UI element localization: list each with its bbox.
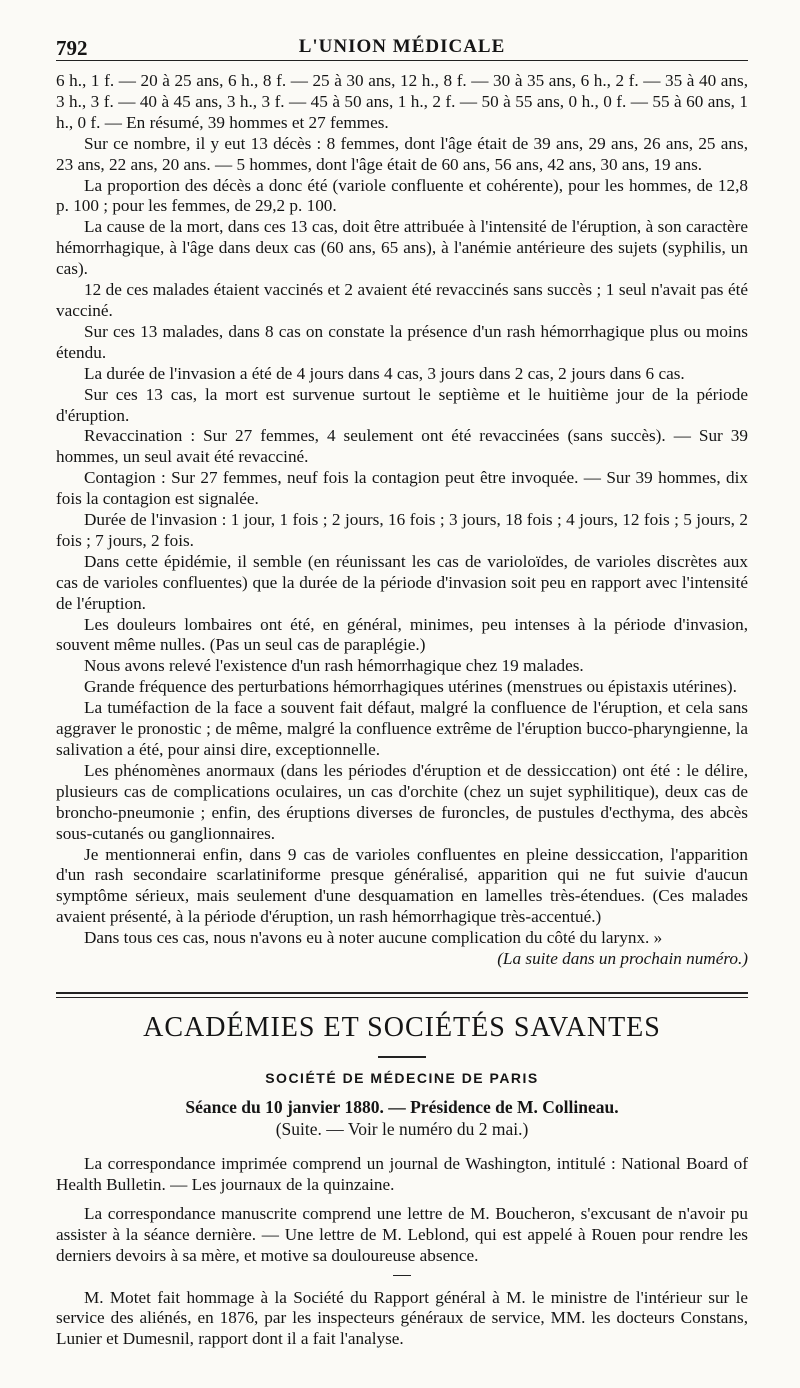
paragraph: M. Motet fait hommage à la Société du Rapport général à M. le ministre de l'intérieur sur le service des aliénés, en 1876, par les inspecteurs généraux de service, MM. les docteurs Constans, Lunier et Dumesnil, rapport dont il a fait l'analyse. (56, 1287, 748, 1349)
paragraph: Dans tous ces cas, nous n'avons eu à noter aucune complication du côté du larynx. » (84, 928, 663, 948)
paragraph: Contagion : Sur 27 femmes, neuf fois la contagion peut être invoquée. — Sur 39 hommes, dix fois la contagion est signalée. (56, 468, 748, 509)
session-line: Séance du 10 janvier 1880. — Présidence de M. Collineau. (185, 1096, 619, 1117)
heading-rule (378, 1056, 426, 1058)
paragraph: Nous avons relevé l'existence d'un rash hémorrhagique chez 19 malades. (84, 656, 584, 676)
paragraph: Durée de l'invasion : 1 jour, 1 fois ; 2 jours, 16 fois ; 3 jours, 18 fois ; 4 jours, 12 fois ; 5 jours, 2 fois ; 7 jours, 2 fois. (56, 510, 748, 550)
paragraph: Les phénomènes anormaux (dans les périodes d'éruption et de dessiccation) ont été : le délire, plusieurs cas de complications oculaires, un cas d'orchite (chez un sujet syphilitique), deux cas de broncho-pneumonie ; enfin, des éruptions diverses de furoncles, de pustules d'ecthyma, des abcès sous-cutanés ou ganglionnaires. (56, 760, 748, 843)
paragraph: Sur ces 13 cas, la mort est survenue surtout le septième et le huitième jour de la période d'éruption. (56, 384, 748, 425)
paragraph: 6 h., 1 f. — 20 à 25 ans, 6 h., 8 f. — 25 à 30 ans, 12 h., 8 f. — 30 à 35 ans, 6 h., 2 f. — 35 à 40 ans, 3 h., 3 f. — 40 à 45 ans, 3 h., 3 f. — 45 à 50 ans, 1 h., 2 f. — 50 à 55 ans, 0 h., 0 f. — 55 à 60 ans, 1 h., 0 f. — En résumé, 39 hommes et 27 femmes. (56, 71, 748, 132)
page-number: 792 (56, 36, 88, 60)
paragraph: La correspondance imprimée comprend un journal de Washington, intitulé : National Board of Health Bulletin. — Les journaux de la quinzaine. (56, 1153, 748, 1194)
continuation-note: (La suite dans un prochain numéro.) (497, 949, 748, 969)
paragraph: Sur ces 13 malades, dans 8 cas on constate la présence d'un rash hémorrhagique plus ou moins étendu. (56, 321, 748, 362)
paragraph: Revaccination : Sur 27 femmes, 4 seulement ont été revaccinées (sans succès). — Sur 39 hommes, un seul avait été revacciné. (56, 426, 748, 467)
paragraph: Dans cette épidémie, il semble (en réunissant les cas de varioloïdes, de varioles discrètes aux cas de varioles confluentes) que la durée de la période d'invasion soit peu en rapport avec l'intensité de l'éruption. (56, 551, 748, 613)
paragraph: La tuméfaction de la face a souvent fait défaut, malgré la confluence de l'éruption, et cela sans aggraver le pronostic ; de même, malgré la confluence extrême de l'éruption bucco-pharyngienne, la salivation a été, pour ainsi dire, exceptionnelle. (56, 698, 748, 759)
paragraph: La proportion des décès a donc été (variole confluente et cohérente), pour les hommes, de 12,8 p. 100 ; pour les femmes, de 29,2 p. 100. (56, 175, 748, 216)
journal-title: L'UNION MÉDICALE (298, 36, 506, 57)
running-head (56, 26, 748, 61)
paragraph-separator (393, 1275, 411, 1276)
article-body (56, 71, 748, 970)
continuation-line: (Suite. — Voir le numéro du 2 mai.) (275, 1118, 529, 1139)
section-heading: ACADÉMIES ET SOCIÉTÉS SAVANTES (143, 1011, 661, 1043)
paragraph: 12 de ces malades étaient vaccinés et 2 avaient été revaccinés sans succès ; 1 seul n'avait pas été vacciné. (56, 280, 748, 320)
paragraph: Grande fréquence des perturbations hémorrhagiques utérines (menstrues ou épistaxis utérines). (84, 677, 737, 697)
paragraph: La durée de l'invasion a été de 4 jours dans 4 cas, 3 jours dans 2 cas, 2 jours dans 6 cas. (84, 363, 685, 383)
section-divider (56, 992, 748, 998)
society-name: SOCIÉTÉ DE MÉDECINE DE PARIS (265, 1069, 539, 1086)
paragraph: Les douleurs lombaires ont été, en général, minimes, peu intenses à la période d'invasion, souvent même nulles. (Pas un seul cas de paraplégie.) (56, 614, 748, 655)
paragraph: La correspondance manuscrite comprend une lettre de M. Boucheron, s'excusant de n'avoir pu assister à la séance dernière. — Une lettre de M. Leblond, qui est appelé à Rouen pour rendre les derniers devoirs à sa mère, et motive sa douloureuse absence. (56, 1203, 748, 1265)
paragraph: La cause de la mort, dans ces 13 cas, doit être attribuée à l'intensité de l'éruption, à son caractère hémorrhagique, à l'âge dans deux cas (60 ans, 65 ans), à l'anémie antérieure des sujets (syphilis, un cas). (56, 217, 748, 279)
paragraph: Je mentionnerai enfin, dans 9 cas de varioles confluentes en pleine dessiccation, l'apparition d'un rash secondaire scarlatiniforme presque généralisé, apparition qui ne fut suivie d'aucun symptôme sérieux, mais seulement d'une desquamation en lamelles très-étendues. (Ces malades avaient présenté, à la période d'éruption, un rash hémorrhagique très-accentué.) (56, 844, 748, 927)
minutes-body (56, 1154, 748, 1350)
paragraph: Sur ce nombre, il y eut 13 décès : 8 femmes, dont l'âge était de 39 ans, 29 ans, 26 ans, 25 ans, 23 ans, 22 ans, 20 ans. — 5 hommes, dont l'âge était de 60 ans, 56 ans, 42 ans, 30 ans, 19 ans. (56, 133, 748, 174)
